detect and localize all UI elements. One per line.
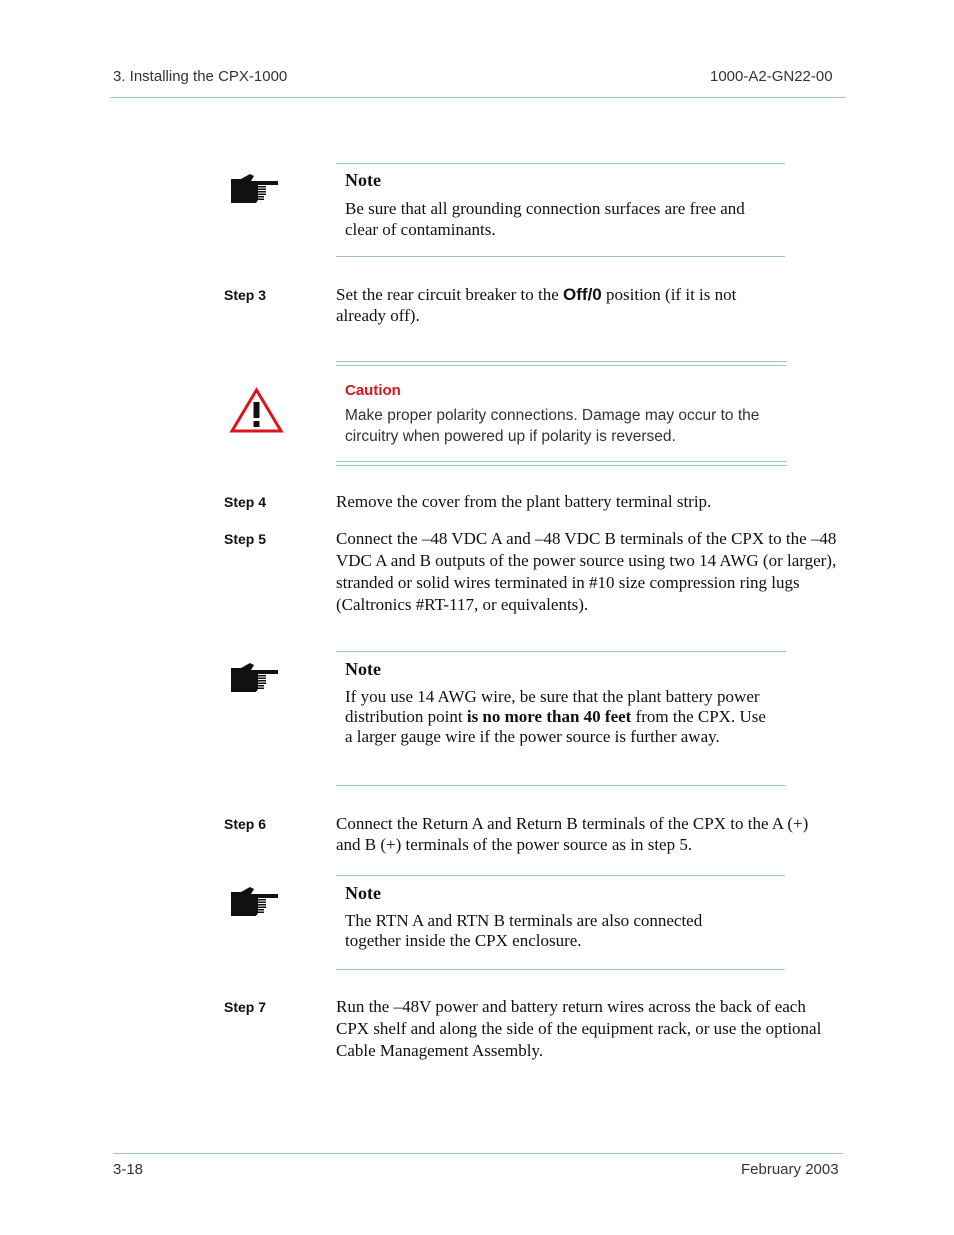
running-header-left: 3. Installing the CPX-1000 — [113, 68, 288, 85]
note-body: The RTN A and RTN B terminals are also connected together inside the CPX enclosure. — [345, 911, 703, 950]
warning-triangle-icon — [229, 387, 284, 434]
caution-bottom-rule-outer — [336, 465, 787, 466]
note-top-rule — [336, 875, 785, 876]
footer-rule — [113, 1153, 843, 1154]
caution-title: Caution — [345, 382, 401, 399]
note-bottom-rule — [336, 969, 785, 970]
note-body: Be sure that all grounding connection surfaces are free and clear of contaminants. — [345, 199, 745, 239]
running-header-right: 1000-A2-GN22-00 — [710, 68, 833, 85]
pointing-hand-icon — [230, 885, 282, 919]
note-top-rule — [336, 163, 785, 164]
note-title: Note — [345, 883, 381, 903]
page-number: 3-18 — [113, 1161, 144, 1178]
step-text: Connect the –48 VDC A and –48 VDC B terminals of the CPX to the –48 VDC A and B outputs of the power source using two 14 AWG (or larger), stranded or solid wires terminated in #10 size compression ring lugs (Caltronics #RT-117, or equivalents). — [336, 529, 837, 614]
step-label: Step 5 — [224, 531, 267, 547]
note-title: Note — [345, 170, 381, 190]
step-label: Step 4 — [224, 494, 267, 510]
caution-body: Make proper polarity connections. Damage may occur to the circuitry when powered up if polarity is reversed. — [345, 407, 760, 445]
note-bottom-rule — [336, 785, 786, 786]
note-top-rule — [336, 651, 786, 652]
caution-bottom-rule-inner — [336, 461, 787, 462]
header-rule — [110, 97, 846, 98]
publication-date: February 2003 — [741, 1161, 839, 1178]
step-text: Run the –48V power and battery return wires across the back of each CPX shelf and along the side of the equipment rack, or use the optional Cable Management Assembly. — [336, 997, 822, 1060]
step-text: Connect the Return A and Return B terminals of the CPX to the A (+) and B (+) terminals of the power source as in step 5. — [336, 814, 809, 854]
step-label: Step 7 — [224, 999, 267, 1015]
pointing-hand-icon — [230, 172, 282, 206]
step-label: Step 6 — [224, 816, 267, 832]
note-title: Note — [345, 659, 381, 679]
step-text: Remove the cover from the plant battery terminal strip. — [336, 492, 712, 511]
note-bottom-rule — [336, 256, 785, 257]
caution-top-rule-inner — [336, 365, 787, 366]
step-label: Step 3 — [224, 287, 267, 303]
step-text: Set the rear circuit breaker to the Off/0 position (if it is not already off). — [336, 285, 737, 325]
note-body: If you use 14 AWG wire, be sure that the plant battery power distribution point is no more than 40 feet from the CPX. Use a larger gauge wire if the power source is further away. — [345, 687, 766, 746]
caution-top-rule-outer — [336, 361, 787, 362]
pointing-hand-icon — [230, 661, 282, 695]
